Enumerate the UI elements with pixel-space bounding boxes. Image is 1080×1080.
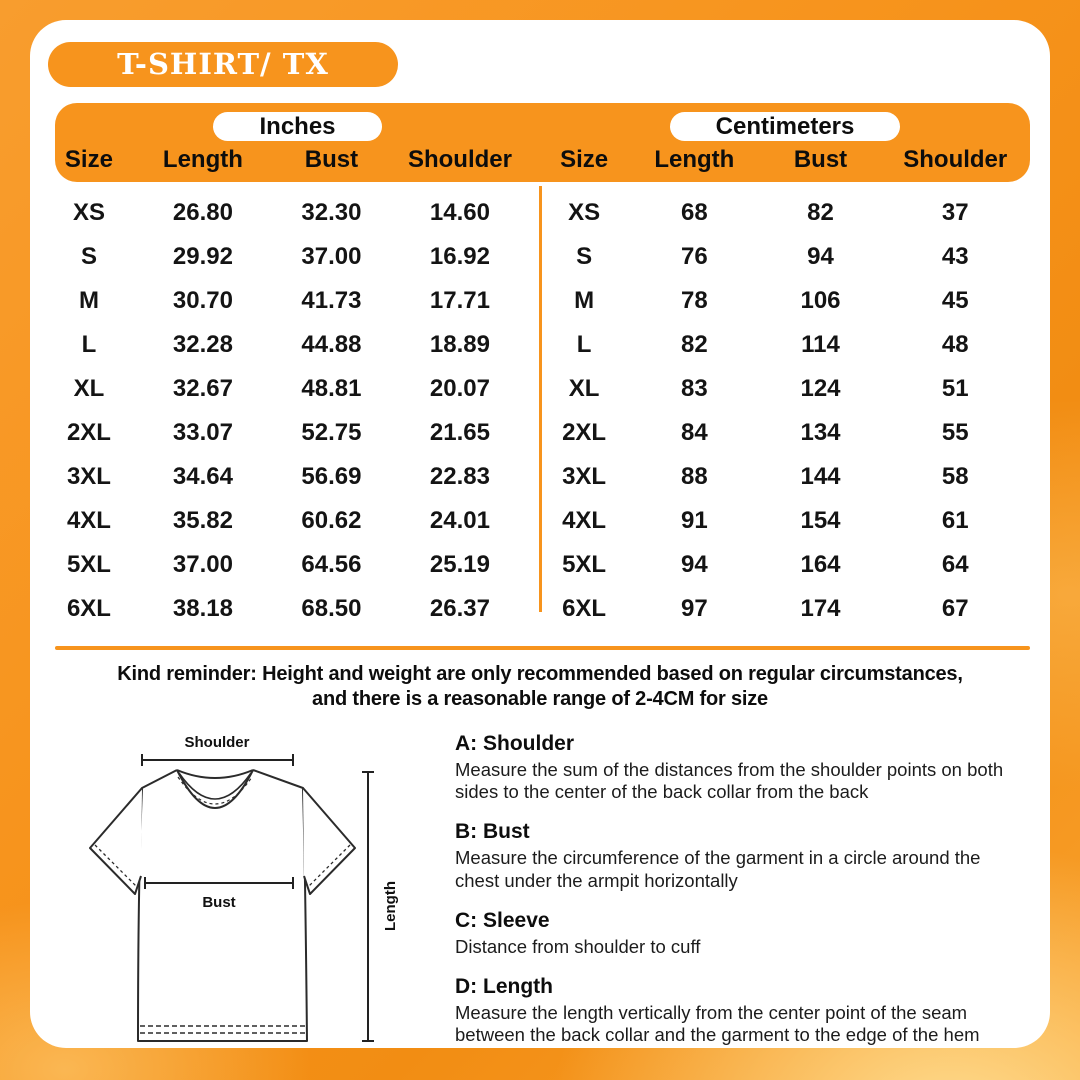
table-row xyxy=(55,455,540,499)
table-cell: 37 xyxy=(941,199,969,226)
inches-column-headers xyxy=(55,146,540,174)
table-row xyxy=(540,323,1030,367)
section-separator-line xyxy=(55,646,1030,650)
table-header-band xyxy=(55,103,1030,182)
table-cell: 32.67 xyxy=(172,375,233,402)
table-cell: XS xyxy=(568,199,601,226)
table-cell: 32.30 xyxy=(301,199,362,226)
table-row xyxy=(540,411,1030,455)
measure-guide-list xyxy=(455,732,1023,1063)
table-cell: 51 xyxy=(941,375,969,402)
table-cell: 61 xyxy=(941,507,969,534)
table-cell: XL xyxy=(568,375,600,402)
table-cell: 154 xyxy=(800,507,841,534)
table-cell: XL xyxy=(73,375,105,402)
table-cell: L xyxy=(576,331,592,358)
centimeters-table-body xyxy=(540,191,1030,631)
shoulder-measure-label: Shoulder xyxy=(184,734,250,751)
table-row xyxy=(55,499,540,543)
table-row xyxy=(55,411,540,455)
measure-guide-item xyxy=(455,975,1023,1046)
table-cell: 174 xyxy=(800,595,841,622)
table-cell: 45 xyxy=(941,287,969,314)
table-cell: 134 xyxy=(800,419,841,446)
table-cell: L xyxy=(81,331,97,358)
centimeters-column-headers xyxy=(540,146,1030,174)
table-cell: 94 xyxy=(680,551,708,578)
table-cell: 91 xyxy=(680,507,708,534)
column-header-size: Size xyxy=(64,146,113,173)
table-cell: 32.28 xyxy=(172,331,233,358)
length-measure-label: Length xyxy=(382,881,399,931)
table-vertical-divider xyxy=(539,186,542,612)
table-cell: 67 xyxy=(941,595,969,622)
centimeters-header-section xyxy=(540,103,1030,182)
table-cell: 17.71 xyxy=(429,287,490,314)
guide-body: Measure the length vertically from the center point of the seam between the back collar and the garment to the edge of the hem xyxy=(455,1001,980,1046)
table-row xyxy=(55,191,540,235)
column-header-length: Length xyxy=(162,146,243,173)
table-cell: 6XL xyxy=(66,595,111,622)
guide-body: Distance from shoulder to cuff xyxy=(455,935,701,957)
table-row xyxy=(55,279,540,323)
table-cell: 26.80 xyxy=(172,199,233,226)
table-cell: 20.07 xyxy=(429,375,490,402)
table-cell: 114 xyxy=(801,331,840,358)
column-header-shoulder: Shoulder xyxy=(903,146,1008,173)
table-cell: 164 xyxy=(800,551,841,578)
table-cell: 34.64 xyxy=(172,463,233,490)
table-cell: 144 xyxy=(800,463,841,490)
table-cell: 88 xyxy=(680,463,708,490)
table-cell: S xyxy=(80,243,97,270)
table-cell: 37.00 xyxy=(172,551,233,578)
table-cell: 26.37 xyxy=(429,595,490,622)
table-cell: 30.70 xyxy=(172,287,233,314)
table-row xyxy=(540,455,1030,499)
size-chart-card xyxy=(30,20,1050,1048)
kind-reminder-note xyxy=(30,662,1050,712)
table-row xyxy=(540,279,1030,323)
reminder-line-1: Kind reminder: Height and weight are only recommended based on regular circumstances, xyxy=(117,663,963,685)
table-cell: 5XL xyxy=(66,551,111,578)
table-row xyxy=(55,587,540,631)
table-cell: 3XL xyxy=(562,463,607,490)
reminder-line-2: and there is a reasonable range of 2-4CM for size xyxy=(312,687,768,710)
table-cell: 14.60 xyxy=(429,199,490,226)
table-cell: 3XL xyxy=(66,463,111,490)
guide-body: Measure the sum of the distances from the shoulder points on both sides to the center of the back collar from the back xyxy=(455,759,1004,803)
page-title: T-SHIRT/ TX xyxy=(48,42,398,87)
table-cell: 48.81 xyxy=(301,375,362,402)
table-row xyxy=(540,191,1030,235)
tshirt-measurement-diagram xyxy=(80,730,450,1052)
table-row xyxy=(55,543,540,587)
table-row xyxy=(540,235,1030,279)
column-header-shoulder: Shoulder xyxy=(407,146,512,173)
table-cell: 84 xyxy=(680,419,708,446)
table-row xyxy=(55,235,540,279)
table-cell: 68.50 xyxy=(301,595,362,622)
table-cell: 48 xyxy=(941,331,969,358)
table-cell: 82 xyxy=(680,331,708,358)
table-cell: 64.56 xyxy=(301,551,362,578)
table-cell: XS xyxy=(72,199,105,226)
length-measure-line xyxy=(362,772,374,1041)
bust-measure-label: Bust xyxy=(202,894,236,911)
column-header-bust: Bust xyxy=(304,146,359,173)
measure-guide-item xyxy=(455,820,1023,891)
table-cell: 24.01 xyxy=(429,507,490,534)
tshirt-left-sleeve xyxy=(90,788,142,894)
table-cell: 6XL xyxy=(562,595,607,622)
inches-unit-badge: Inches xyxy=(213,112,381,141)
table-cell: 60.62 xyxy=(301,507,362,534)
table-cell: 58 xyxy=(941,463,969,490)
table-cell: 33.07 xyxy=(172,419,233,446)
column-header-length: Length xyxy=(654,146,735,173)
table-cell: 83 xyxy=(680,375,708,402)
guide-heading: B: Bust xyxy=(455,820,530,844)
table-cell: 2XL xyxy=(562,419,607,446)
table-cell: 4XL xyxy=(562,507,607,534)
column-header-bust: Bust xyxy=(793,146,848,173)
table-cell: 2XL xyxy=(66,419,111,446)
table-row xyxy=(55,323,540,367)
table-cell: 29.92 xyxy=(172,243,233,270)
table-cell: 4XL xyxy=(66,507,111,534)
column-header-size: Size xyxy=(560,146,609,173)
table-cell: 44.88 xyxy=(301,331,362,358)
table-cell: 21.65 xyxy=(429,419,490,446)
inches-header-section xyxy=(55,103,540,182)
guide-heading: C: Sleeve xyxy=(455,908,550,932)
table-cell: 55 xyxy=(941,419,969,446)
table-cell: 78 xyxy=(680,287,708,314)
table-row xyxy=(55,367,540,411)
table-cell: 18.89 xyxy=(429,331,490,358)
shoulder-measure-line xyxy=(142,754,293,766)
measure-guide-item xyxy=(455,732,1023,803)
table-cell: 82 xyxy=(807,199,834,226)
table-cell: 97 xyxy=(680,595,708,622)
table-row xyxy=(540,367,1030,411)
table-cell: 124 xyxy=(800,375,841,402)
table-cell: 37.00 xyxy=(301,243,362,270)
measure-guide-item xyxy=(455,909,1023,958)
centimeters-unit-badge: Centimeters xyxy=(670,112,901,141)
table-cell: 68 xyxy=(680,199,708,226)
table-cell: 64 xyxy=(941,551,969,578)
table-cell: 5XL xyxy=(562,551,607,578)
table-cell: 25.19 xyxy=(429,551,490,578)
inches-table-body xyxy=(55,191,540,631)
guide-heading: A: Shoulder xyxy=(455,732,574,755)
table-cell: 56.69 xyxy=(301,463,362,490)
guide-heading: D: Length xyxy=(455,974,553,998)
table-row xyxy=(540,543,1030,587)
table-cell: 94 xyxy=(807,243,834,270)
table-cell: 22.83 xyxy=(429,463,490,490)
table-row xyxy=(540,499,1030,543)
tshirt-right-sleeve xyxy=(303,788,355,894)
table-cell: 76 xyxy=(680,243,708,270)
table-cell: 43 xyxy=(941,243,969,270)
guide-body: Measure the circumference of the garment in a circle around the chest under the armpit horizontally xyxy=(455,847,981,891)
table-cell: 106 xyxy=(800,287,841,314)
table-cell: S xyxy=(576,243,593,270)
table-cell: 41.73 xyxy=(301,287,362,314)
table-cell: 38.18 xyxy=(172,595,233,622)
table-cell: 52.75 xyxy=(301,419,362,446)
table-cell: 35.82 xyxy=(172,507,233,534)
table-cell: M xyxy=(78,287,99,314)
table-cell: 16.92 xyxy=(429,243,490,270)
table-cell: M xyxy=(574,287,595,314)
table-row xyxy=(540,587,1030,631)
